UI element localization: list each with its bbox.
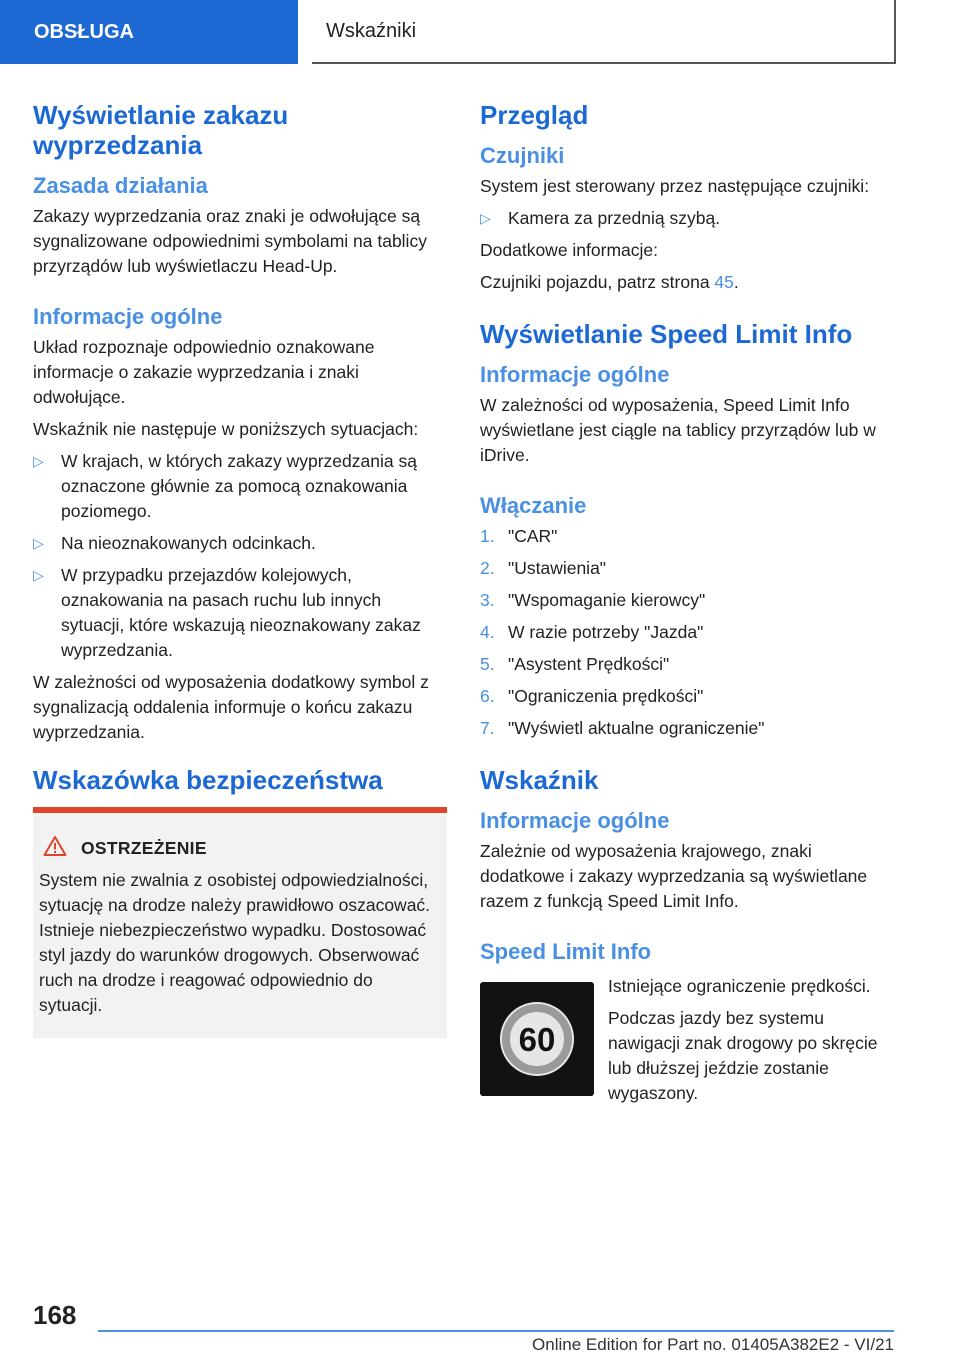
speed-limit-row [480, 974, 894, 1113]
step-number: 7. [480, 718, 495, 738]
general-text-1: Układ rozpoznaje odpowiednio oznakowane informacje o zakazie wyprzedzania i znaki odwołujące. [33, 337, 375, 407]
step-item [480, 556, 894, 581]
heading-safety: Wskazówka bezpieczeństwa [33, 765, 383, 795]
section-tab: OBSŁUGA [0, 0, 298, 64]
heading-sensors: Czujniki [480, 143, 565, 168]
sl-text-2: Podczas jazdy bez systemu nawigacji znak drogowy po skręcie lub dłuższej jeździe zostanie wygaszony. [608, 1008, 878, 1103]
reference-end: . [733, 272, 739, 292]
triangle-bullet-icon: ▷ [33, 567, 44, 583]
page-number: 168 [33, 1300, 77, 1330]
indicator-general-text: Zależnie od wyposażenia krajowego, znaki dodatkowe i zakazy wyprzedzania są wyświetlane razem z funkcją Speed Limit Info. [480, 841, 868, 911]
footer-divider [98, 1330, 894, 1332]
step-number: 2. [480, 558, 495, 578]
section-speed-limit-info [480, 938, 894, 1113]
section-general-indicator [480, 807, 894, 914]
heading-principle: Zasada działania [33, 173, 208, 198]
speed-limit-sign-image [480, 982, 594, 1096]
page-reference-link[interactable]: 45 [714, 272, 734, 292]
heading-enable: Włączanie [480, 493, 587, 518]
step-text: "Ograniczenia prędkości" [508, 686, 704, 706]
general-text-2: Wskaźnik nie następuje w poniższych sytuacjach: [33, 419, 419, 439]
step-number: 5. [480, 654, 495, 674]
step-number: 3. [480, 590, 495, 610]
warning-box [33, 807, 447, 1038]
left-column [33, 100, 447, 1038]
step-number: 1. [480, 526, 495, 546]
right-column [480, 100, 894, 1113]
speed-limit-description [608, 974, 894, 1113]
section-enable [480, 492, 894, 741]
heading-speed-limit-info: Wyświetlanie Speed Limit Info [480, 319, 853, 349]
list-item-text: W krajach, w których zakazy wyprzedzania są oznaczone głównie za pomocą oznakowania poziomego. [61, 451, 417, 521]
chapter-title: Wskaźniki [312, 0, 896, 64]
heading-sl-info: Speed Limit Info [480, 939, 652, 964]
list-item-text: W przypadku przejazdów kolejowych, oznakowania na pasach ruchu lub innych sytuacji, które wskazują nieoznakowany zakaz wyprzedzania. [61, 565, 421, 660]
sl-text-1: Istniejące ograniczenie prędkości. [608, 976, 871, 996]
heading-overview: Przegląd [480, 100, 589, 130]
step-item [480, 588, 894, 613]
general-text-3: W zależności od wyposażenia dodatkowy symbol z sygnalizacją oddalenia informuje o końcu zakazu wyprzedzania. [33, 672, 429, 742]
warning-title: OSTRZEŻENIE [81, 838, 207, 858]
list-item [33, 449, 447, 524]
list-item-text: Na nieoznakowanych odcinkach. [61, 533, 316, 553]
step-text: "Wspomaganie kierowcy" [508, 590, 706, 610]
step-item [480, 716, 894, 741]
step-item [480, 684, 894, 709]
sli-general-text: W zależności od wyposażenia, Speed Limit Info wyświetlane jest ciągle na tablicy przyrządów lub w iDrive. [480, 395, 876, 465]
principle-text: Zakazy wyprzedzania oraz znaki je odwołujące są sygnalizowane odpowiednimi symbolami na tablicy przyrządów lub wyświetlaczu Head-Up. [33, 206, 427, 276]
speed-limit-sign-icon [480, 982, 594, 1096]
section-general-left [33, 303, 447, 745]
speed-limit-value: 60 [518, 1021, 556, 1058]
step-text: "Asystent Prędkości" [508, 654, 670, 674]
heading-general-indicator: Informacje ogólne [480, 808, 670, 833]
heading-indicator: Wskaźnik [480, 765, 599, 795]
more-info-label: Dodatkowe informacje: [480, 240, 658, 260]
heading-overtaking-display: Wyświetlanie zakazu wyprzedzania [33, 100, 289, 160]
enable-steps [480, 524, 894, 741]
step-item [480, 524, 894, 549]
section-general-right [480, 361, 894, 468]
section-principle [33, 172, 447, 279]
heading-general-sli: Informacje ogólne [480, 362, 670, 387]
list-item-text: Kamera za przednią szybą. [508, 208, 721, 228]
sensors-list [480, 206, 894, 231]
heading-general: Informacje ogólne [33, 304, 223, 329]
warning-triangle-icon [43, 835, 67, 862]
triangle-bullet-icon: ▷ [33, 535, 44, 551]
step-item [480, 652, 894, 677]
sensors-reference [480, 270, 894, 295]
step-number: 4. [480, 622, 495, 642]
exception-list [33, 449, 447, 663]
warning-text: System nie zwalnia z osobistej odpowiedzialności, sytuację na drodze należy prawidłowo oszacować. Istnieje niebezpieczeństwo wypadku. Dostosować styl jazdy do warunków drogowych. Obserwować ruch na drodze i reagować odpowiednio do sytuacji. [39, 870, 431, 1015]
step-number: 6. [480, 686, 495, 706]
list-item [33, 563, 447, 663]
triangle-bullet-icon: ▷ [33, 453, 44, 469]
step-text: W razie potrzeby "Jazda" [508, 622, 704, 642]
warning-header [39, 835, 435, 862]
step-text: "Ustawienia" [508, 558, 607, 578]
step-text: "Wyświetl aktualne ograniczenie" [508, 718, 765, 738]
sensors-text: System jest sterowany przez następujące czujniki: [480, 176, 870, 196]
step-text: "CAR" [508, 526, 558, 546]
list-item [480, 206, 894, 231]
triangle-bullet-icon: ▷ [480, 210, 491, 226]
step-item [480, 620, 894, 645]
section-sensors [480, 142, 894, 295]
reference-text: Czujniki pojazdu, patrz strona [480, 272, 715, 292]
footer-edition: Online Edition for Part no. 01405A382E2 - VI/21 [532, 1335, 894, 1354]
list-item [33, 531, 447, 556]
